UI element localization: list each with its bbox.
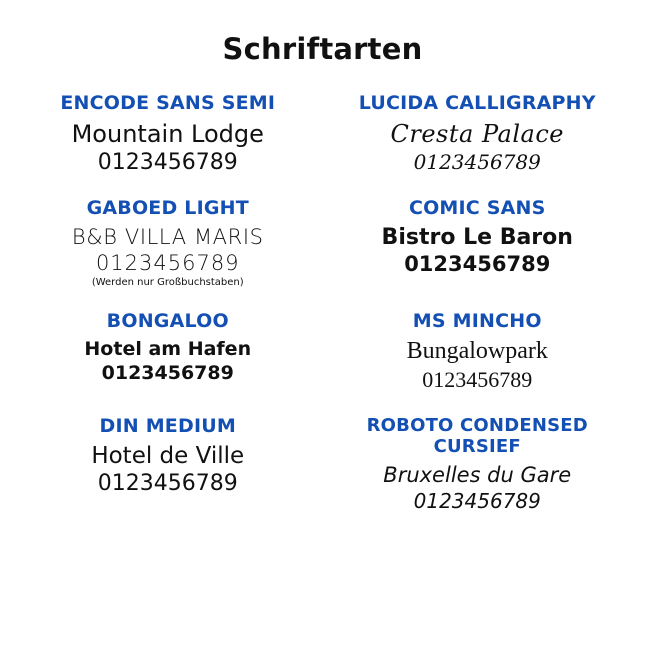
font-name: LUCIDA CALLIGRAPHY: [358, 92, 596, 114]
font-name: BONGALOO: [106, 310, 229, 332]
font-sample-roboto-condensed-cursief: [328, 415, 628, 513]
font-sample-encode-sans-semi: [18, 92, 318, 175]
font-name: MS MINCHO: [412, 310, 542, 332]
font-sample-ms-mincho: [328, 310, 628, 393]
font-sample-bongaloo: [18, 310, 318, 393]
font-name: COMIC SANS: [408, 197, 546, 219]
font-name: DIN MEDIUM: [99, 415, 236, 437]
font-sample-digits: 0123456789: [404, 252, 551, 276]
font-sample-word: Hotel am Hafen: [84, 338, 252, 360]
font-sample-gaboed-light: [18, 197, 318, 288]
font-sample-word: Bruxelles du Gare: [383, 463, 572, 487]
font-name: ROBOTO CONDENSED CURSIEF: [366, 415, 588, 457]
font-sample-lucida-calligraphy: [328, 92, 628, 175]
font-sample-din-medium: [18, 415, 318, 513]
font-sample-word: B&B VILLA MARIS: [71, 225, 264, 249]
font-sample-digits: 0123456789: [413, 150, 541, 174]
font-name: GABOED LIGHT: [86, 197, 249, 219]
page-title: Schriftarten: [222, 32, 423, 66]
font-sample-digits: 0123456789: [97, 471, 238, 496]
font-sample-word: Mountain Lodge: [71, 120, 264, 148]
font-sample-digits: 0123456789: [413, 489, 541, 513]
font-sample-digits: 0123456789: [101, 362, 234, 384]
font-sample-word: Cresta Palace: [390, 120, 564, 148]
font-sample-word: Hotel de Ville: [91, 443, 245, 469]
font-sample-digits: 0123456789: [422, 367, 533, 392]
font-sample-digits: 0123456789: [95, 251, 240, 275]
font-sample-word: Bungalowpark: [406, 338, 548, 364]
font-name: ENCODE SANS SEMI: [60, 92, 276, 114]
font-grid: [18, 92, 627, 513]
font-sample-note: (Werden nur Großbuchstaben): [91, 277, 244, 288]
font-sample-digits: 0123456789: [97, 150, 238, 175]
font-sample-word: Bistro Le Baron: [381, 225, 573, 250]
font-sample-comic-sans: [328, 197, 628, 288]
